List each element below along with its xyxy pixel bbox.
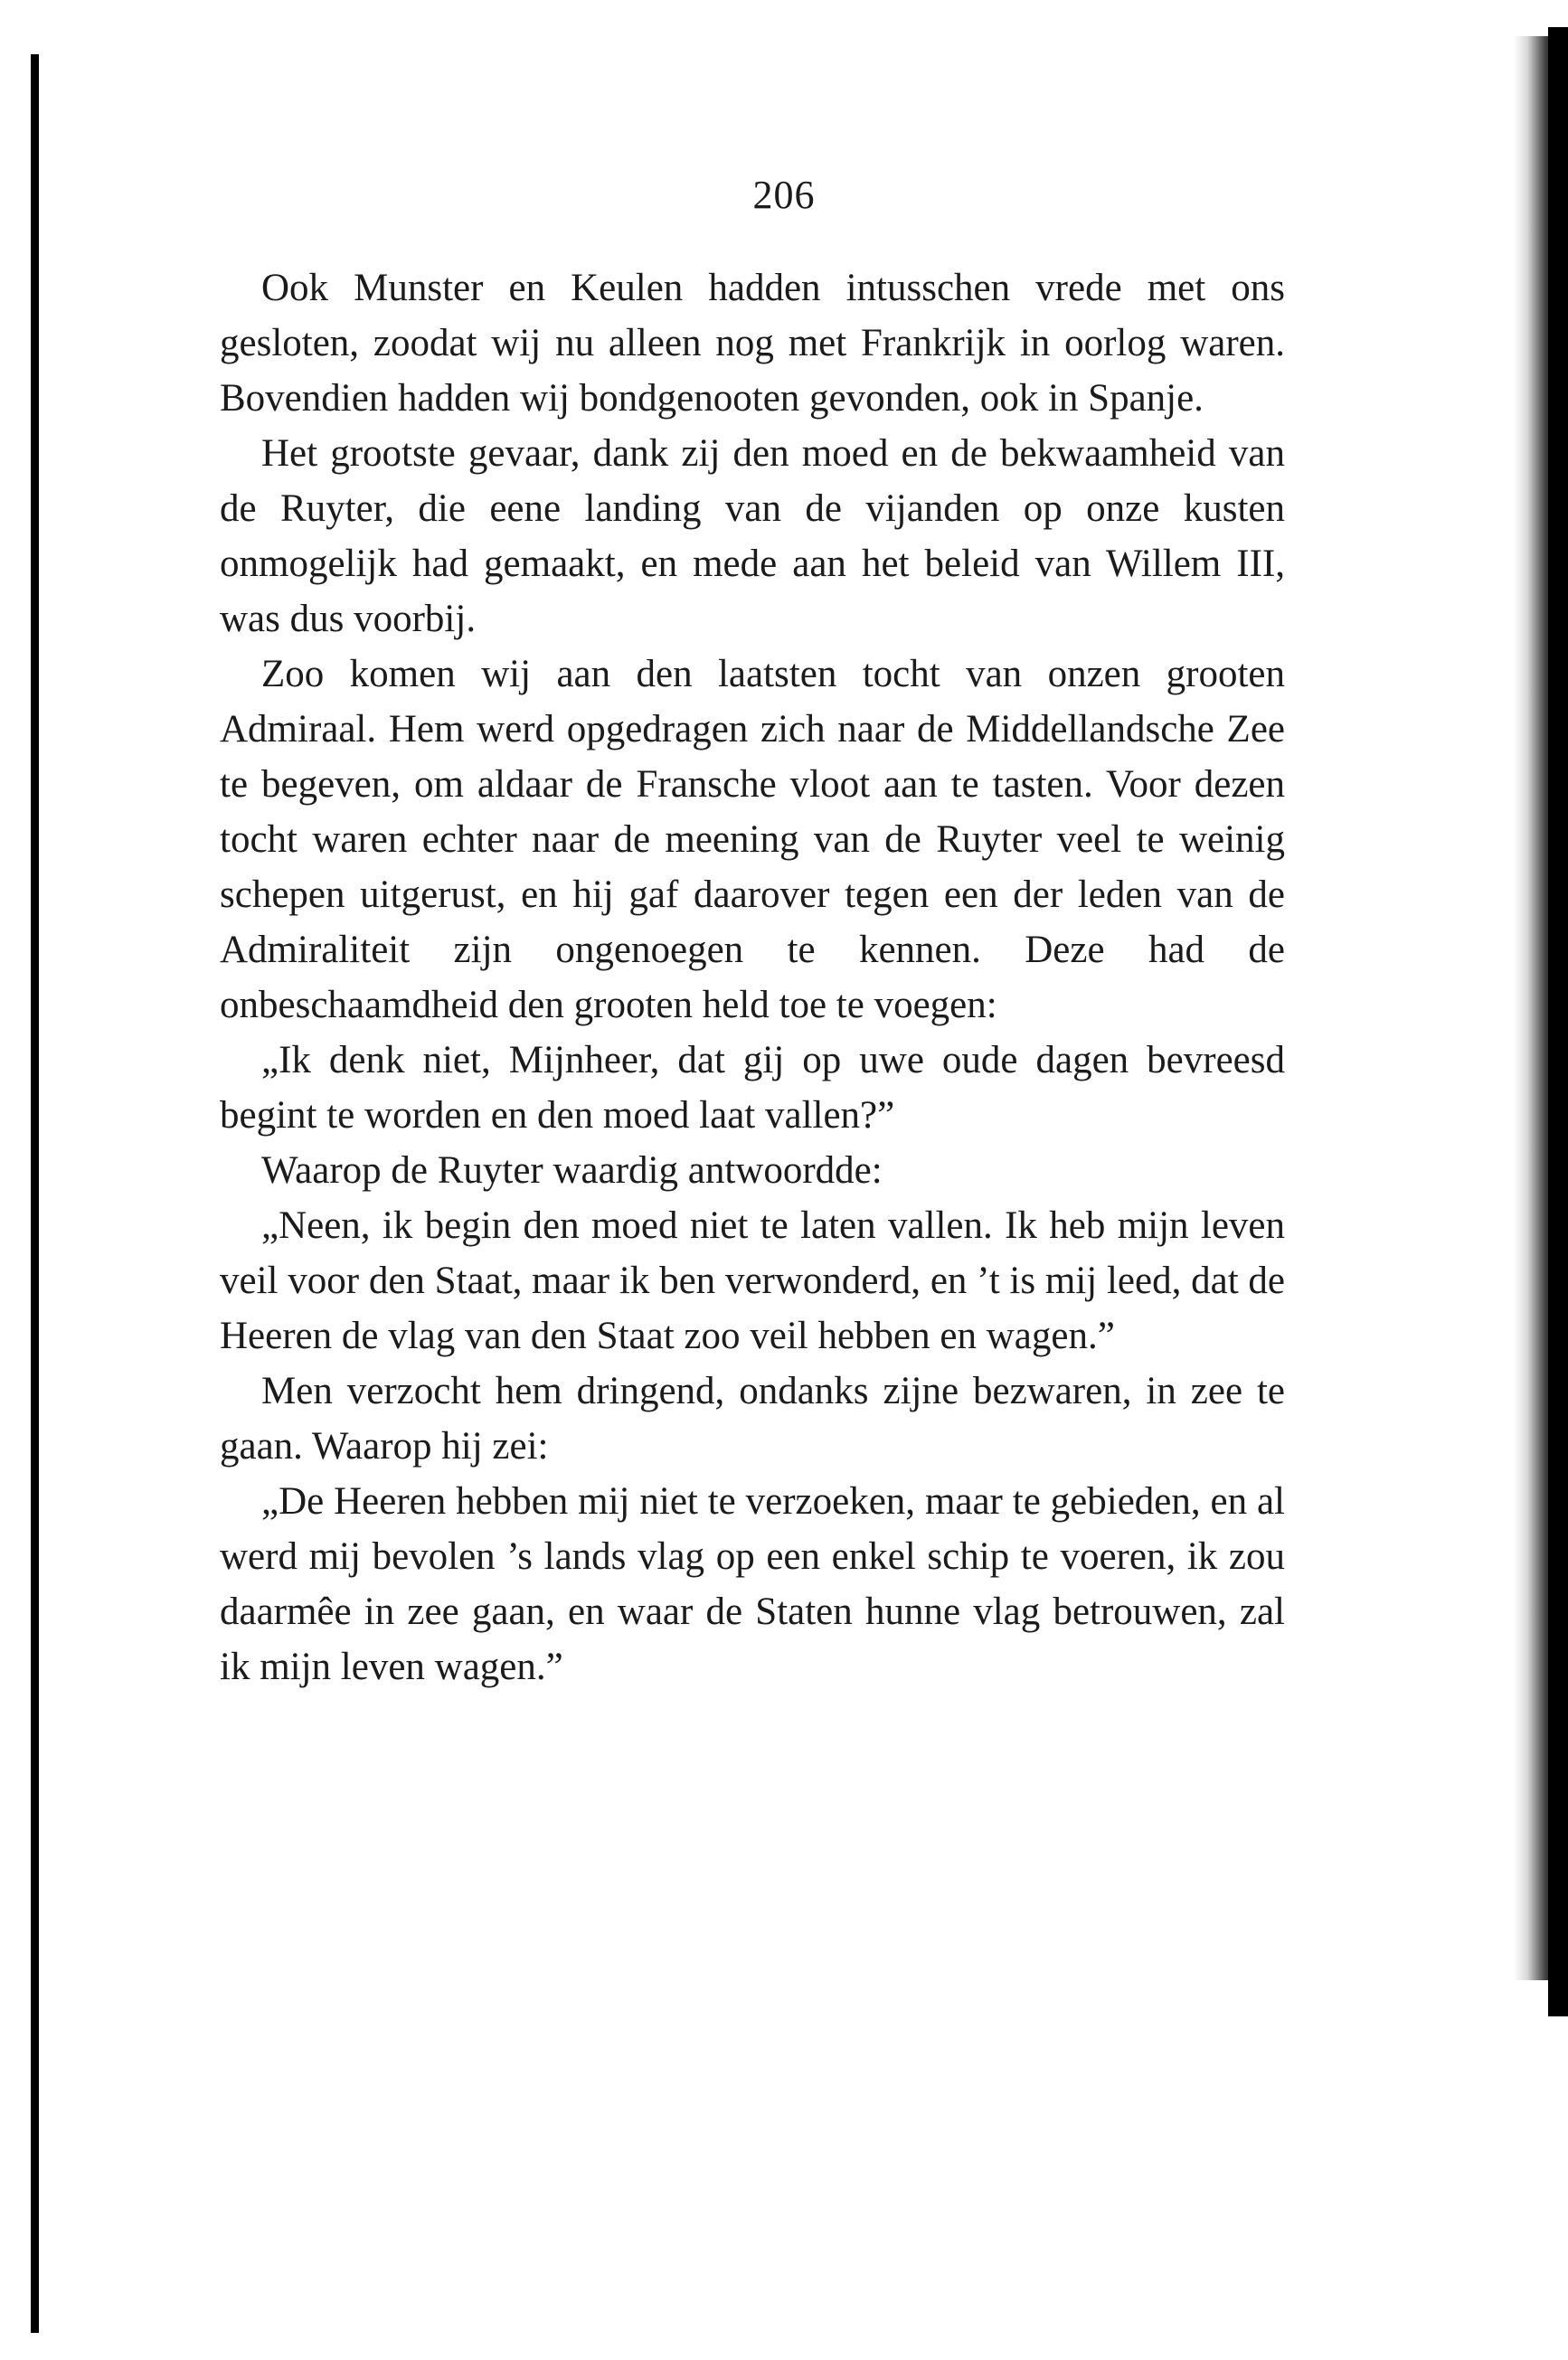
paragraph: Zoo komen wij aan den laatsten tocht van onzen grooten Admiraal. Hem werd opgedragen zich naar de Middellandsche Zee te begeven, om aldaar de Fransche vloot aan te tasten. Voor dezen tocht waren echter naar de meening van de Ruyter veel te weinig schepen uitgerust, en hij gaf daarover tegen een der leden van de Admiraliteit zijn ongenoegen te kennen. Deze had de onbeschaamdheid den grooten held toe te voegen: — [220, 653, 1285, 1026]
scan-edge-right — [1548, 27, 1568, 2016]
page-number: 206 — [752, 173, 816, 217]
paragraph: Waarop de Ruyter waardig antwoordde: — [261, 1149, 883, 1192]
paragraph: Het grootste gevaar, dank zij den moed en de bekwaamheid van de Ruyter, die eene landing van de vijanden op onze kusten onmogelijk had gemaakt, en mede aan het beleid van Willem III, was dus voorbij. — [220, 432, 1285, 640]
paragraph: Ook Munster en Keulen hadden intusschen vrede met ons gesloten, zoodat wij nu alleen nog met Frankrijk in oorlog waren. Bovendien hadden wij bondgenooten gevonden, ook in Spanje. — [220, 267, 1285, 420]
paragraph: „Ik denk niet, Mijnheer, dat gij op uwe oude dagen bevreesd begint te worden en den moed laat vallen?” — [220, 1039, 1285, 1137]
body-text — [220, 260, 1285, 1694]
scan-edge-left — [31, 54, 39, 2333]
paragraph: „De Heeren hebben mij niet te verzoeken, maar te gebieden, en al werd mij bevolen ’s lands vlag op een enkel schip te voeren, ik zou daarmêe in zee gaan, en waar de Staten hunne vlag betrouwen, zal ik mijn leven wagen.” — [220, 1480, 1285, 1688]
paragraph: Men verzocht hem dringend, ondanks zijne bezwaren, in zee te gaan. Waarop hij zei: — [220, 1370, 1285, 1468]
paragraph: „Neen, ik begin den moed niet te laten vallen. Ik heb mijn leven veil voor den Staat, maar ik ben verwonderd, en ’t is mij leed, dat de Heeren de vlag van den Staat zoo veil hebben en wagen.” — [220, 1204, 1285, 1357]
